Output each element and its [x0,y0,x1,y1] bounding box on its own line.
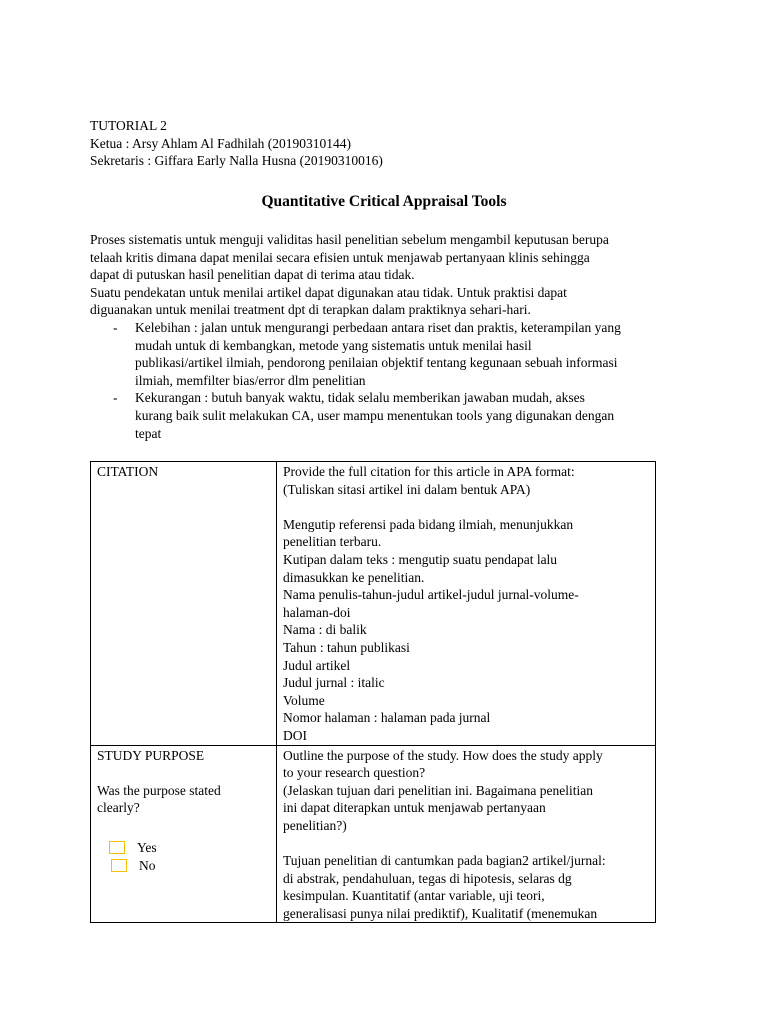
note-line: dimasukkan ke penelitian. [283,569,425,585]
citation-prompt [283,463,649,498]
bullet-dash: - [113,390,118,406]
intro-line: Proses sistematis untuk menguji validitas hasil penelitian sebelum mengambil keputusan berupa [90,232,609,247]
prompt-line: Provide the full citation for this article in APA format: [283,464,575,479]
prompt-line: ini dapat diterapkan untuk menjawab pertanyaan [283,800,546,816]
intro-line: Suatu pendekatan untuk menilai artikel dapat digunakan atau tidak. Untuk praktisi dapat [90,284,567,300]
prompt-line: (Jelaskan tujuan dari penelitian ini. Bagaimana penelitian [283,782,594,798]
citation-label-cell [91,462,277,746]
purpose-notes [283,852,649,922]
bullet-dash: - [113,319,118,335]
option-yes[interactable] [97,839,270,857]
note-line: Nama : di balik [283,622,367,638]
bullet-line: mudah untuk di kembangkan, metode yang sistematis untuk menilai hasil [135,337,532,353]
sekretaris-line: Sekretaris : Giffara Early Nalla Husna (20190310016) [90,153,383,169]
question-line: Was the purpose stated [97,782,221,798]
bullet-line: publikasi/artikel ilmiah, pendorong penilaian objektif tentang kegunaan sebuah informasi [135,355,618,371]
appraisal-table [90,461,656,923]
study-purpose-row [91,745,656,923]
study-purpose-label: STUDY PURPOSE [97,747,205,763]
note-line: penelitian terbaru. [283,534,382,550]
citation-content-cell [277,462,656,746]
option-no[interactable] [97,857,270,875]
note-line: Tahun : tahun publikasi [283,639,410,655]
yes-label: Yes [137,839,157,855]
note-line: Mengutip referensi pada bidang ilmiah, menunjukkan [283,516,574,532]
prompt-line: to your research question? [283,765,426,781]
note-line: di abstrak, pendahuluan, tegas di hipotesis, selaras dg [283,870,572,886]
note-line: Nama penulis-tahun-judul artikel-judul jurnal-volume- [283,587,579,603]
prompt-line: (Tuliskan sitasi artikel ini dalam bentuk APA) [283,481,531,497]
note-line: Kutipan dalam teks : mengutip suatu pendapat lalu [283,551,558,567]
intro-paragraph [90,231,675,319]
study-purpose-content-cell [277,745,656,923]
note-line: generalisasi punya nilai prediktif), Kualitatif (menemukan [283,905,598,921]
prompt-line: penelitian?) [283,817,347,833]
bullet-kelebihan [90,319,675,389]
intro-line: dapat di putuskan hasil penelitian dapat di terima atau tidak. [90,267,415,283]
note-line: Volume [283,692,325,708]
bullet-line: Kekurangan : butuh banyak waktu, tidak selalu memberikan jawaban mudah, akses [135,390,585,406]
intro-section [90,231,675,442]
ketua-line: Ketua : Arsy Ahlam Al Fadhilah (20190310144) [90,135,351,151]
bullet-line: Kelebihan : jalan untuk mengurangi perbedaan antara riset dan praktis, keterampilan yang [135,319,621,335]
document-title: Quantitative Critical Appraisal Tools [261,193,507,210]
note-line: Judul artikel [283,657,351,673]
note-line: kesimpulan. Kuantitatif (antar variable, uji teori, [283,888,545,904]
note-line: Nomor halaman : halaman pada jurnal [283,710,491,726]
note-line: Tujuan penelitian di cantumkan pada bagian2 artikel/jurnal: [283,853,606,869]
pros-cons-list [90,319,675,442]
citation-notes [283,516,649,745]
prompt-line: Outline the purpose of the study. How does the study apply [283,747,603,763]
note-line: Judul jurnal : italic [283,675,385,691]
purpose-question [97,782,270,817]
tutorial-heading: TUTORIAL 2 [90,118,167,133]
intro-line: telaah kritis dimana dapat menilai secara efisien untuk menjawab pertanyaan klinis sehingga [90,249,590,265]
no-checkbox[interactable] [111,859,127,872]
document-header [90,117,383,170]
purpose-prompt [283,747,649,835]
bullet-line: tepat [135,425,162,441]
study-purpose-label-cell [91,745,277,923]
bullet-kekurangan [90,389,675,442]
question-line: clearly? [97,800,140,816]
bullet-line: kurang baik sulit melakukan CA, user mampu menentukan tools yang digunakan dengan [135,407,615,423]
citation-row [91,462,656,746]
intro-line: diguanakan untuk menilai treatment dpt di terapkan dalam praktiknya sehari-hari. [90,302,531,318]
note-line: halaman-doi [283,604,351,620]
yes-checkbox[interactable] [109,841,125,854]
note-line: DOI [283,727,307,743]
no-label: No [139,857,156,873]
citation-label: CITATION [97,464,159,479]
bullet-line: ilmiah, memfilter bias/error dlm penelitian [135,372,366,388]
